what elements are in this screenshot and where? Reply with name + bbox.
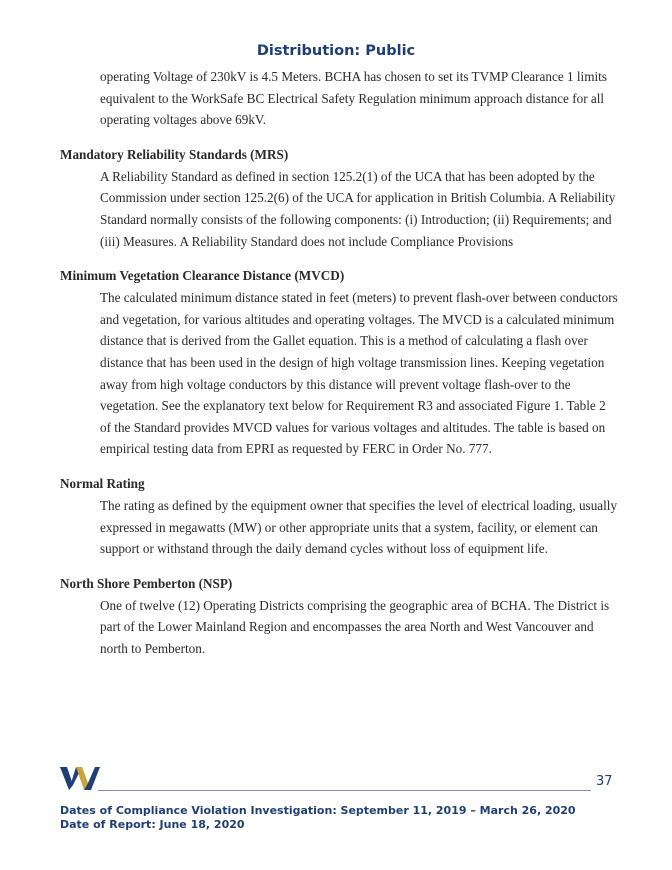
footer [60, 804, 576, 832]
definition-term: Mandatory Reliability Standards (MRS) [60, 146, 289, 162]
intro-paragraph: operating Voltage of 230kV is 4.5 Meters. BCHA has chosen to set its TVMP Clearance 1 limits equivalent to the WorkSafe BC Electrical Safety Regulation minimum approach distance for all operating voltages above 69kV. [100, 69, 607, 128]
footer-rule [98, 790, 591, 791]
definition-normal-rating [60, 473, 618, 560]
definition-mvcd [60, 265, 618, 460]
definition-term: Normal Rating [60, 475, 145, 491]
definition-text: A Reliability Standard as defined in section 125.2(1) of the UCA that has been adopted by the Commission under section 125.2(6) of the UCA for application in British Columbia. A Reliability Standard normally consists of the following components: (i) Introduction; (ii) Requirements; and (iii) Measures. A Reliability Standard does not include Compliance Provisions [100, 168, 616, 249]
definition-mrs [60, 144, 618, 252]
wecc-logo-icon [60, 763, 100, 791]
page-number: 37 [596, 774, 613, 789]
footer-report-date: Date of Report: June 18, 2020 [60, 818, 245, 831]
definition-text: One of twelve (12) Operating Districts comprising the geographic area of BCHA. The District is part of the Lower Mainland Region and encompasses the area North and West Vancouver and north to Pemberton. [100, 597, 610, 656]
definition-text: The calculated minimum distance stated in feet (meters) to prevent flash-over between conductors and vegetation, for various altitudes and operating voltages. The MVCD is a calculated minimum distance that is derived from the Gallet equation. This is a method of calculating a flash over distance that has been used in the design of high voltage transmission lines. Keeping vegetation away from high voltage conductors by this distance will prevent voltage flash-over to the vegetation. See the explanatory text below for Requirement R3 and associated Figure 1. Table 2 of the Standard provides MVCD values for various voltages and altitudes. The table is based on empirical testing data from EPRI as requested by FERC in Order No. 777. [100, 290, 618, 457]
definition-nsp [60, 573, 618, 660]
definition-term: North Shore Pemberton (NSP) [60, 575, 233, 591]
definition-term: Minimum Vegetation Clearance Distance (MVCD) [60, 268, 345, 284]
page-header: Distribution: Public [256, 43, 416, 59]
definition-text: The rating as defined by the equipment owner that specifies the level of electrical loading, usually expressed in megawatts (MW) or other appropriate units that a system, facility, or element can support or withstand through the daily demand cycles without loss of equipment life. [100, 497, 618, 557]
footer-investigation-dates: Dates of Compliance Violation Investigation: September 11, 2019 – March 26, 2020 [60, 804, 576, 817]
document-body [60, 66, 618, 659]
